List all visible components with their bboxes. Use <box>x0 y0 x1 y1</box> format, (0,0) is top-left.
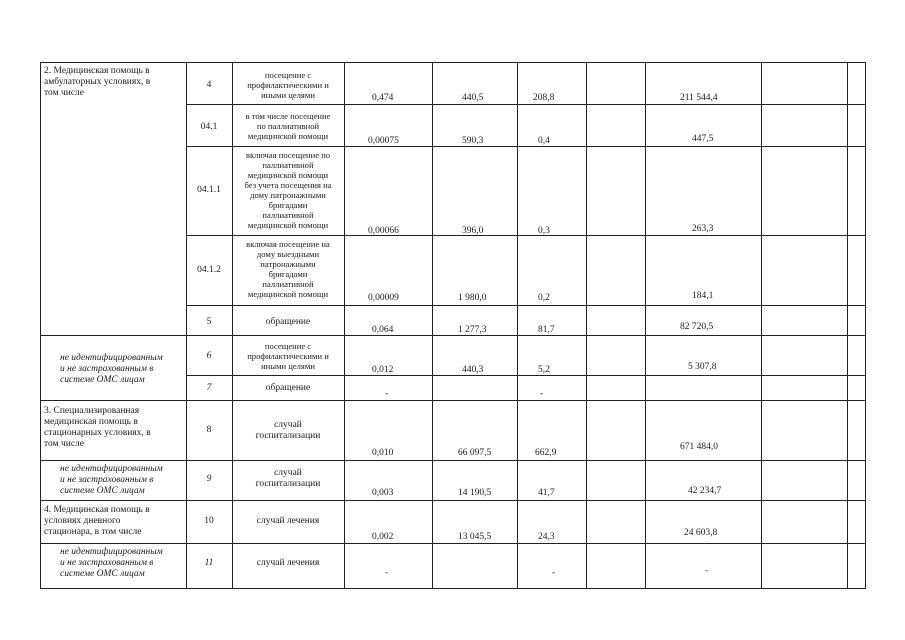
group-label: не идентифицированным и не застрахованным в системе ОМС лицам <box>60 464 163 496</box>
row-code: 5 <box>206 317 212 327</box>
value-cell: 184,1 <box>692 291 714 301</box>
value-cell: - <box>540 389 544 399</box>
value-cell: 14 190,5 <box>458 488 492 498</box>
col-border <box>645 62 646 588</box>
col-border <box>432 62 433 588</box>
value-cell: 0,064 <box>372 325 394 335</box>
value-cell: 671 484,0 <box>680 442 718 452</box>
row-border <box>40 62 866 63</box>
unit-label: включая посещение на дому выездными патронажными бригадами паллиативной медицинской помощи <box>246 239 330 299</box>
col-border <box>865 62 866 588</box>
value-cell: 82 720,5 <box>680 322 714 332</box>
unit-label: включая посещение по паллиативной медицинской помощи без учета посещения на дому патронажными бригадами паллиативной медицинской помощи <box>244 150 332 230</box>
value-cell: 81,7 <box>538 325 555 335</box>
value-cell: 0,012 <box>372 365 394 375</box>
value-cell: 0,010 <box>372 448 394 458</box>
value-cell: 0,00009 <box>368 293 399 303</box>
value-cell: 590,3 <box>462 136 484 146</box>
value-cell: 0,002 <box>372 532 394 542</box>
value-cell: 396,0 <box>462 226 484 236</box>
value-cell: 0,00075 <box>368 136 399 146</box>
value-cell: - <box>705 566 709 576</box>
value-cell: 5,2 <box>538 365 550 375</box>
unit-label: посещение с профилактическими и иными целями <box>247 341 329 371</box>
value-cell: 440,5 <box>462 93 484 103</box>
value-cell: 66 097,5 <box>458 448 492 458</box>
unit-label: случай госпитализации <box>255 420 321 441</box>
row-border <box>186 305 866 306</box>
value-cell: 662,9 <box>535 448 557 458</box>
row-border <box>186 375 866 376</box>
row-border <box>186 235 866 236</box>
row-code: 6 <box>206 351 212 361</box>
row-code: 4 <box>206 80 212 90</box>
row-border <box>40 335 866 336</box>
unit-label: посещение с профилактическими и иными целями <box>247 70 329 100</box>
value-cell: - <box>552 568 556 578</box>
group-label: 4. Медицинская помощь в условиях дневного стационара, в том числе <box>44 505 150 537</box>
value-cell: 41,7 <box>538 488 555 498</box>
row-code: 9 <box>206 474 212 484</box>
row-code: 04.1 <box>200 122 218 132</box>
value-cell: 24 603,8 <box>684 528 718 538</box>
value-cell: 0,474 <box>372 93 394 103</box>
value-cell: 24,3 <box>538 532 555 542</box>
value-cell: 42 234,7 <box>688 486 722 496</box>
unit-label: в том числе посещение по паллиативной медицинской помощи <box>245 111 331 141</box>
group-label: 2. Медицинская помощь в амбулаторных условиях, в том числе <box>44 66 151 98</box>
value-cell: - <box>385 389 389 399</box>
value-cell: - <box>385 568 389 578</box>
unit-label: случай лечения <box>256 516 320 526</box>
value-cell: 447,5 <box>692 134 714 144</box>
row-code: 04.1.2 <box>197 265 221 275</box>
row-border <box>40 500 866 501</box>
col-border <box>344 62 345 588</box>
value-cell: 263,3 <box>692 224 714 234</box>
row-border <box>186 146 866 147</box>
group-label: не идентифицированным и не застрахованным в системе ОМС лицам <box>60 547 163 579</box>
row-code: 7 <box>206 383 212 393</box>
group-label: не идентифицированным и не застрахованным в системе ОМС лицам <box>60 353 163 385</box>
row-code: 10 <box>204 516 214 526</box>
row-code: 04.1.1 <box>197 185 221 195</box>
col-border <box>517 62 518 588</box>
col-border <box>761 62 762 588</box>
value-cell: 440,3 <box>462 365 484 375</box>
value-cell: 5 307,8 <box>688 362 717 372</box>
unit-label: случай лечения <box>256 558 320 568</box>
value-cell: 0,00066 <box>368 226 399 236</box>
col-border <box>40 62 41 588</box>
row-code: 11 <box>204 558 214 568</box>
col-border <box>586 62 587 588</box>
value-cell: 1 980,0 <box>458 293 487 303</box>
row-border <box>40 400 866 401</box>
row-border <box>40 460 866 461</box>
value-cell: 13 045,5 <box>458 532 492 542</box>
value-cell: 0,3 <box>538 226 550 236</box>
unit-label: обращение <box>265 317 311 327</box>
group-label: 3. Специализированная медицинская помощь в стационарных условиях, в том числе <box>44 406 151 449</box>
row-border <box>186 104 866 105</box>
col-border <box>232 62 233 588</box>
unit-label: обращение <box>265 383 311 393</box>
value-cell: 211 544,4 <box>680 93 718 103</box>
value-cell: 0,003 <box>372 488 394 498</box>
col-border <box>847 62 848 588</box>
row-code: 8 <box>206 425 212 435</box>
value-cell: 1 277,3 <box>458 325 487 335</box>
value-cell: 0,2 <box>538 293 550 303</box>
row-border <box>40 588 866 589</box>
unit-label: случай госпитализации <box>255 468 321 489</box>
row-border <box>40 543 866 544</box>
value-cell: 0,4 <box>538 136 550 146</box>
value-cell: 208,8 <box>533 93 555 103</box>
